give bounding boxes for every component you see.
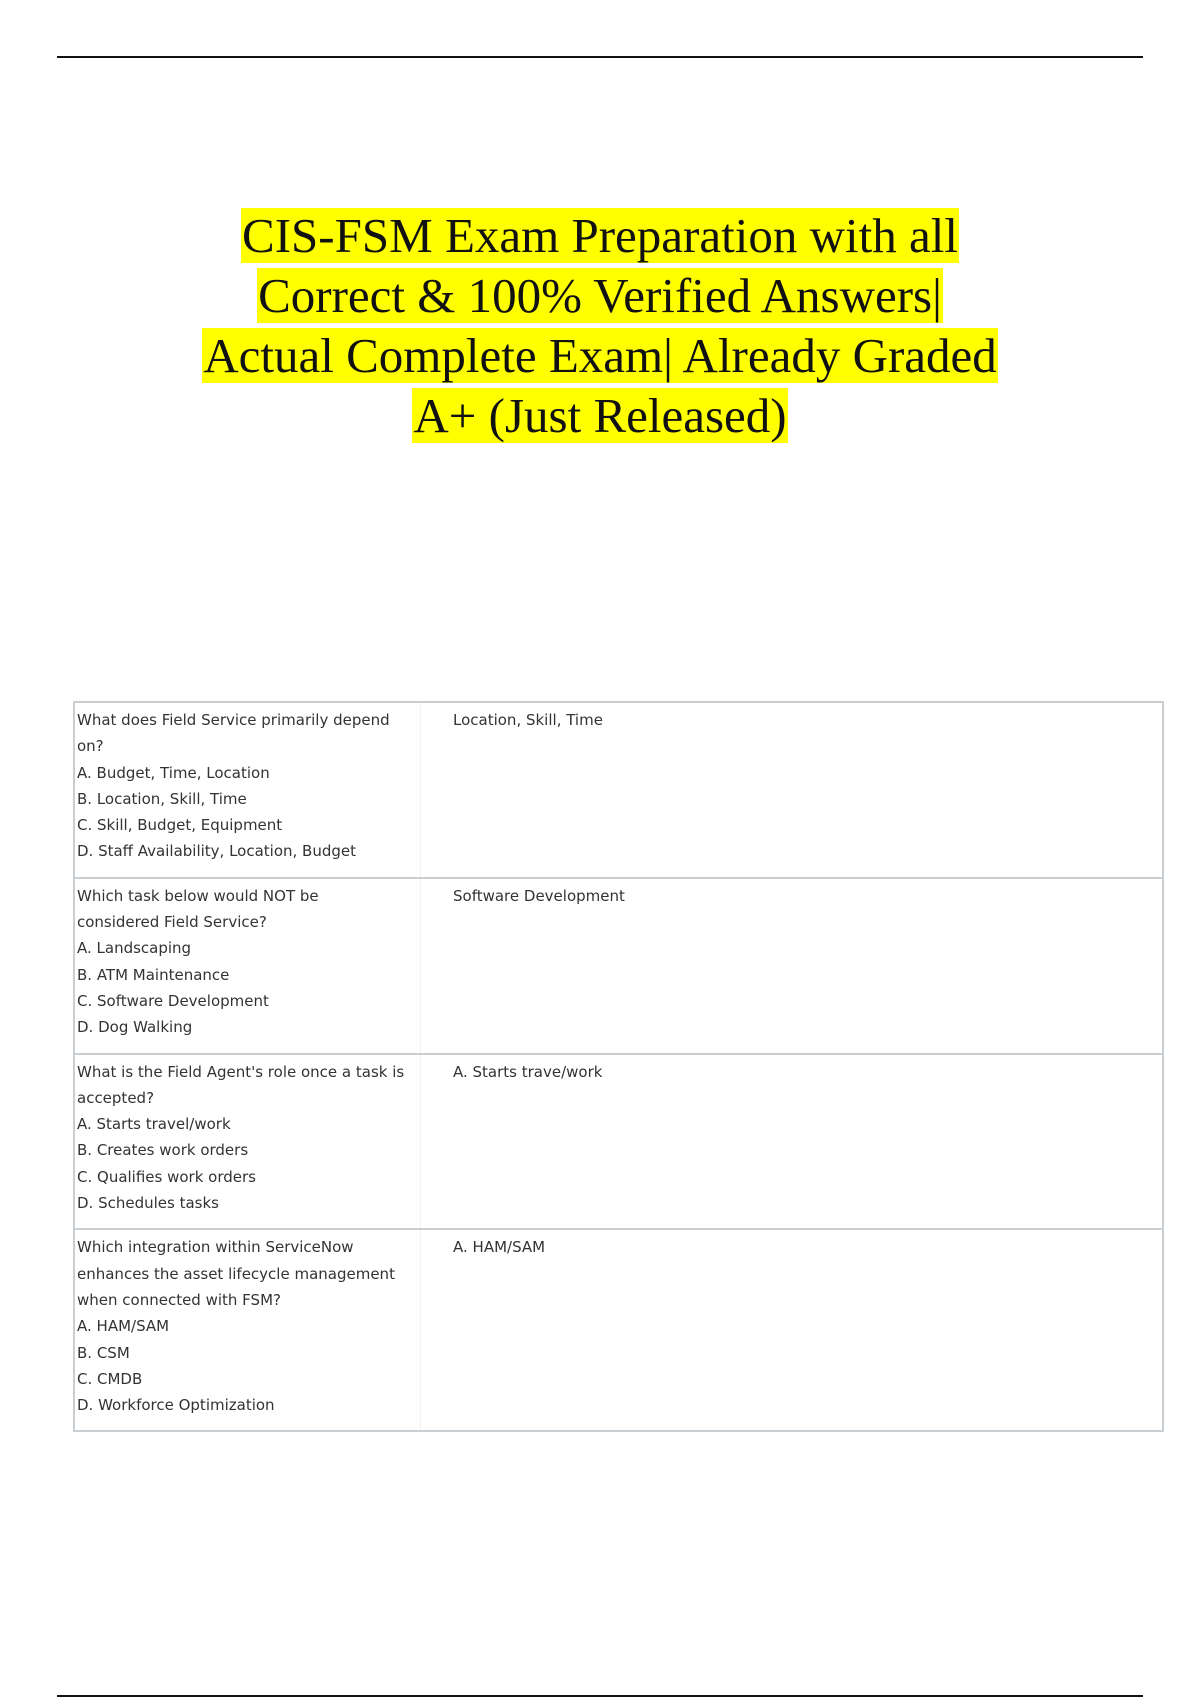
option-b: B. Location, Skill, Time xyxy=(77,789,247,808)
option-d: D. Staff Availability, Location, Budget xyxy=(77,842,357,861)
option-a: A. Starts travel/work xyxy=(77,1115,231,1134)
answer-text: A. HAM/SAM xyxy=(453,1238,546,1257)
option-a: A. Landscaping xyxy=(77,939,192,958)
option-d: D. Dog Walking xyxy=(77,1018,193,1037)
question-text: Which task below would NOT be xyxy=(77,886,319,905)
question-cell xyxy=(74,702,421,878)
option-c: C. Skill, Budget, Equipment xyxy=(77,816,283,835)
option-a: A. HAM/SAM xyxy=(77,1317,170,1336)
option-c: C. Software Development xyxy=(77,991,269,1010)
option-a: A. Budget, Time, Location xyxy=(77,763,270,782)
qa-row xyxy=(74,1229,1163,1431)
answer-cell xyxy=(421,1229,1164,1431)
option-d: D. Workforce Optimization xyxy=(77,1396,275,1415)
answer-cell xyxy=(421,878,1164,1054)
qa-table xyxy=(73,701,1164,1432)
answer-cell xyxy=(421,1054,1164,1230)
question-text: Which integration within ServiceNow xyxy=(77,1238,354,1257)
question-cell xyxy=(74,878,421,1054)
footer-rule xyxy=(57,1695,1143,1697)
header-rule xyxy=(57,56,1143,58)
question-text: enhances the asset lifecycle management xyxy=(77,1264,395,1283)
document-title xyxy=(100,206,1100,446)
answer-text: Software Development xyxy=(453,886,625,905)
answer-text: Location, Skill, Time xyxy=(453,711,603,729)
question-text: considered Field Service? xyxy=(77,913,267,932)
title-line-4: A+ (Just Released) xyxy=(413,388,787,443)
question-text: accepted? xyxy=(77,1088,155,1107)
question-text: when connected with FSM? xyxy=(77,1290,281,1309)
option-c: C. Qualifies work orders xyxy=(77,1167,256,1186)
qa-row xyxy=(74,1054,1163,1230)
title-line-1: CIS-FSM Exam Preparation with all xyxy=(242,208,958,263)
answer-text: A. Starts trave/work xyxy=(453,1062,603,1081)
option-b: B. Creates work orders xyxy=(77,1141,249,1160)
option-b: B. ATM Maintenance xyxy=(77,965,230,984)
option-d: D. Schedules tasks xyxy=(77,1194,219,1213)
option-b: B. CSM xyxy=(77,1343,130,1362)
title-line-3: Actual Complete Exam| Already Graded xyxy=(203,328,997,383)
qa-row xyxy=(74,702,1163,878)
qa-row xyxy=(74,878,1163,1054)
answer-cell xyxy=(421,702,1164,878)
title-line-2: Correct & 100% Verified Answers| xyxy=(258,268,942,323)
question-cell xyxy=(74,1229,421,1431)
question-text: on? xyxy=(77,737,104,756)
question-cell xyxy=(74,1054,421,1230)
question-text: What does Field Service primarily depend xyxy=(77,711,390,729)
question-text: What is the Field Agent's role once a task is xyxy=(77,1062,405,1081)
option-c: C. CMDB xyxy=(77,1369,143,1388)
